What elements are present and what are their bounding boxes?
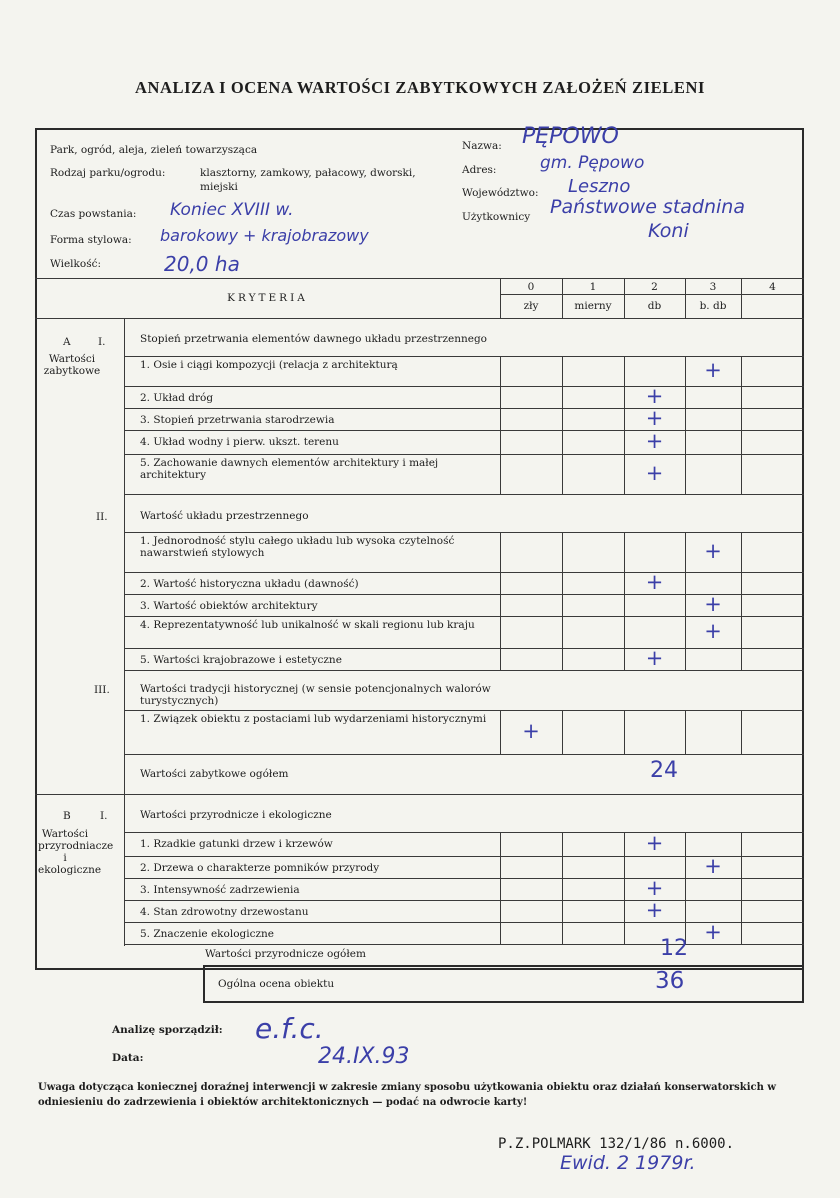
criteria-col-number: 3 bbox=[709, 281, 717, 293]
criterion-row-text: 1. Związek obiektu z postaciami lub wydarzeniami historycznymi bbox=[140, 713, 487, 725]
score-mark: + bbox=[645, 570, 664, 594]
section-a-roman: I. bbox=[98, 336, 106, 348]
handwritten-czas: Koniec XVIII w. bbox=[170, 200, 294, 220]
score-mark: + bbox=[704, 592, 722, 616]
criterion-row-text: 2. Wartość historyczna układu (dawność) bbox=[140, 578, 359, 590]
section-a-iii-heading: Wartości tradycji historycznej (w sensie potencjonalnych walorów turystycznych) bbox=[140, 683, 491, 707]
section-a-code: A bbox=[63, 336, 71, 348]
handwritten-evidence: Ewid. 2 1979r. bbox=[560, 1152, 696, 1174]
criterion-row-text: 1. Rzadkie gatunki drzew i krzewów bbox=[140, 838, 333, 850]
criteria-col-number: 4 bbox=[769, 281, 776, 293]
section-b-name: Wartości przyrodniacze i ekologiczne bbox=[38, 828, 114, 876]
handwritten-uzytkownicy-2: Koni bbox=[648, 220, 689, 242]
overall-label: Ogólna ocena obiektu bbox=[218, 978, 335, 990]
nazwa-label: Nazwa: bbox=[462, 140, 502, 152]
criterion-row-text: 4. Stan zdrowotny drzewostanu bbox=[140, 906, 309, 918]
data-label: Data: bbox=[112, 1052, 144, 1064]
section-b-code: B bbox=[63, 810, 71, 822]
overall-value: 36 bbox=[655, 968, 685, 994]
score-mark: + bbox=[645, 461, 664, 485]
park-type: Park, ogród, aleja, zieleń towarzysząca bbox=[50, 144, 258, 156]
section-a-total-label: Wartości zabytkowe ogółem bbox=[140, 768, 289, 780]
handwritten-uzytkownicy-1: Państwowe stadnina bbox=[550, 196, 745, 218]
wielkosc-label: Wielkość: bbox=[50, 258, 102, 270]
score-mark: + bbox=[704, 854, 722, 878]
criterion-row-text: 3. Stopień przetrwania starodrzewia bbox=[140, 414, 335, 426]
section-a-total: 24 bbox=[650, 758, 678, 783]
section-b-total-label: Wartości przyrodnicze ogółem bbox=[205, 948, 366, 960]
forma-label: Forma stylowa: bbox=[50, 234, 132, 246]
handwritten-wielkosc: 20,0 ha bbox=[164, 252, 240, 276]
analiza-label: Analizę sporządził: bbox=[112, 1024, 223, 1036]
section-b-roman: I. bbox=[100, 810, 108, 822]
criteria-col-number: 1 bbox=[589, 281, 597, 293]
criteria-col-word: b. db bbox=[699, 300, 727, 312]
print-code: P.Z.POLMARK 132/1/86 n.6000. bbox=[498, 1136, 735, 1152]
criterion-row-text: 2. Drzewa o charakterze pomników przyrody bbox=[140, 862, 380, 874]
criterion-row-text: 1. Osie i ciągi kompozycji (relacja z architekturą bbox=[140, 359, 398, 371]
criteria-col-word: mierny bbox=[574, 300, 612, 312]
adres-label: Adres: bbox=[462, 164, 497, 176]
criterion-row-text: 2. Układ dróg bbox=[140, 392, 214, 404]
section-a-name: Wartości zabytkowe bbox=[43, 353, 101, 377]
czas-label: Czas powstania: bbox=[50, 208, 137, 220]
section-b-total: 12 bbox=[660, 936, 688, 961]
score-mark: + bbox=[704, 920, 722, 944]
section-a-ii-heading: Wartość układu przestrzennego bbox=[140, 510, 309, 522]
intervention-note: Uwaga dotycząca koniecznej doraźnej interwencji w zakresie zmiany sposobu użytkowania obiektu oraz działań konserwatorskich w odniesieniu do zadrzewienia i obiektów architektonicznych — podać na odwrocie karty! bbox=[38, 1082, 776, 1108]
score-mark: + bbox=[645, 898, 664, 922]
criterion-row-text: 3. Intensywność zadrzewienia bbox=[140, 884, 300, 896]
handwritten-adres: gm. Pępowo bbox=[540, 153, 645, 173]
score-mark: + bbox=[704, 358, 722, 382]
handwritten-forma: barokowy + krajobrazowy bbox=[160, 226, 369, 245]
score-mark: + bbox=[645, 406, 664, 430]
criterion-row-text: 5. Wartości krajobrazowe i estetyczne bbox=[140, 654, 342, 666]
criteria-col-number: 2 bbox=[651, 281, 658, 293]
kryteria-label: KRYTERIA bbox=[227, 292, 308, 304]
handwritten-signature: e.f.c. bbox=[255, 1012, 324, 1045]
section-a-ii-roman: II. bbox=[96, 511, 108, 523]
criterion-row-text: 5. Zachowanie dawnych elementów architektury i małej architektury bbox=[140, 457, 439, 481]
score-mark: + bbox=[522, 719, 540, 743]
score-mark: + bbox=[645, 646, 664, 670]
handwritten-date: 24.IX.93 bbox=[318, 1044, 410, 1069]
score-mark: + bbox=[645, 384, 664, 408]
score-mark: + bbox=[645, 876, 664, 900]
criterion-row-text: 4. Układ wodny i pierw. ukszt. terenu bbox=[140, 436, 339, 448]
score-mark: + bbox=[704, 619, 722, 643]
handwritten-nazwa: PĘPOWO bbox=[522, 124, 619, 149]
rodzaj-options-2: miejski bbox=[200, 181, 238, 193]
section-a-iii-roman: III. bbox=[94, 684, 110, 696]
score-mark: + bbox=[645, 831, 664, 855]
section-a-heading: Stopień przetrwania elementów dawnego układu przestrzennego bbox=[140, 333, 487, 345]
form-title: ANALIZA I OCENA WARTOŚCI ZABYTKOWYCH ZAŁOŻEŃ ZIELENI bbox=[134, 78, 706, 97]
score-mark: + bbox=[704, 539, 722, 563]
criterion-row-text: 3. Wartość obiektów architektury bbox=[140, 600, 318, 612]
criteria-col-number: 0 bbox=[527, 281, 535, 293]
rodzaj-options: klasztorny, zamkowy, pałacowy, dworski, bbox=[200, 167, 416, 179]
score-mark: + bbox=[645, 429, 664, 453]
uzytkownicy-label: Użytkownicy bbox=[462, 211, 531, 223]
criterion-row-text: 1. Jednorodność stylu całego układu lub wysoka czytelność nawarstwień stylowych bbox=[140, 535, 455, 559]
criterion-row-text: 4. Reprezentatywność lub unikalność w skali regionu lub kraju bbox=[140, 619, 475, 631]
section-b-heading: Wartości przyrodnicze i ekologiczne bbox=[140, 809, 332, 821]
handwritten-wojewodztwo: Leszno bbox=[568, 176, 631, 197]
criterion-row-text: 5. Znaczenie ekologiczne bbox=[140, 928, 275, 940]
criteria-col-word: zły bbox=[523, 300, 539, 312]
wojewodztwo-label: Województwo: bbox=[462, 187, 539, 199]
rodzaj-label: Rodzaj parku/ogrodu: bbox=[50, 167, 166, 179]
criteria-col-word: db bbox=[647, 300, 662, 312]
